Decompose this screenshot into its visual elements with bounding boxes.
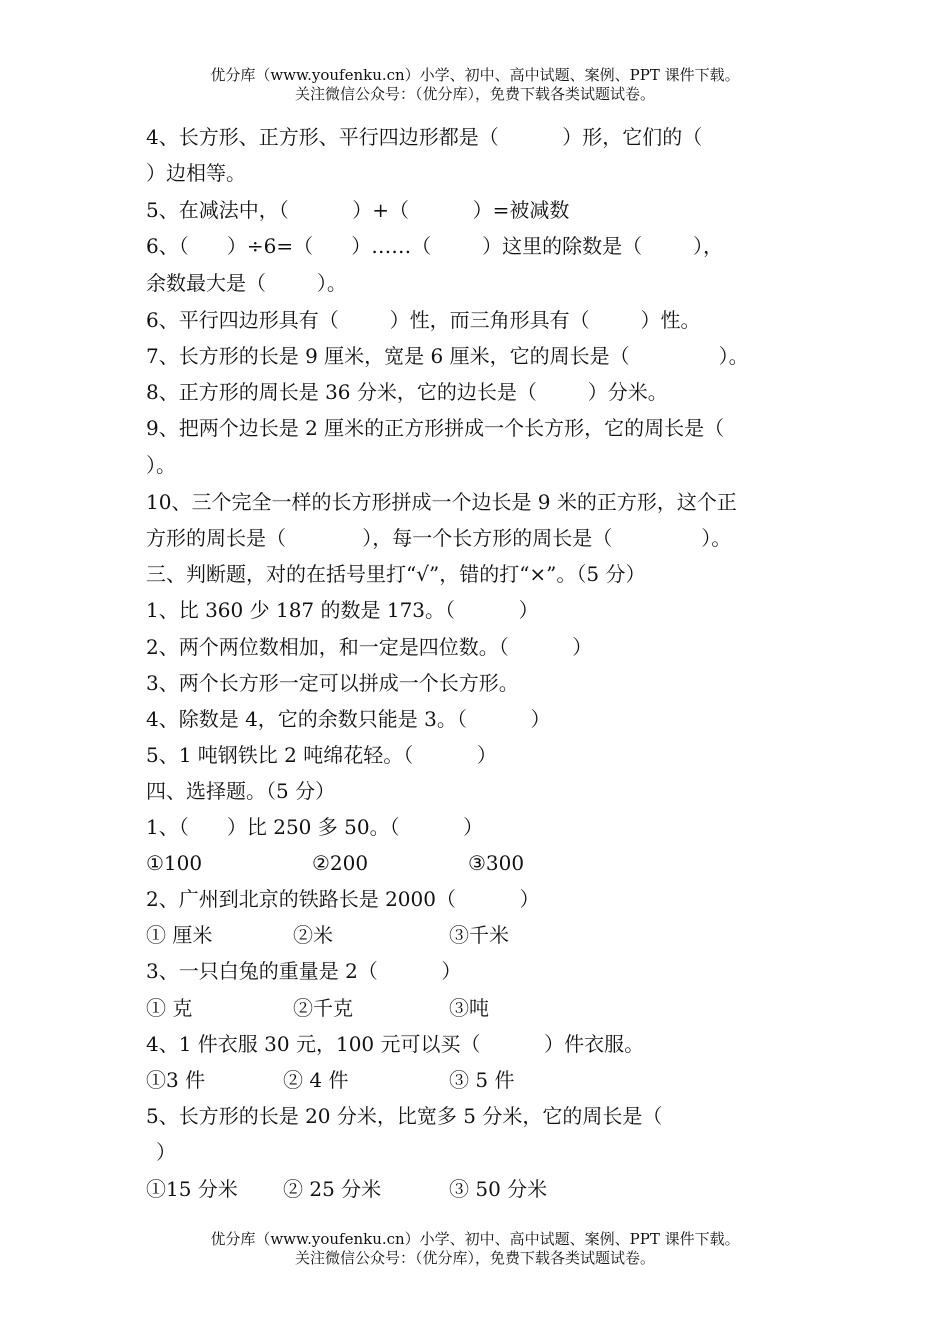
choice-5-option-2: ② 25 分米 xyxy=(283,1177,382,1201)
footer-line-1: 优分库（www.youfenku.cn）小学、初中、高中试题、案例、PPT 课件下载。 xyxy=(210,1230,740,1248)
judge-section-title: 三、判断题，对的在括号里打“√”，错的打“×”。（5 分） xyxy=(146,562,646,586)
choice-5-option-1: ①15 分米 xyxy=(146,1177,238,1201)
choice-4-option-1: ①3 件 xyxy=(146,1068,206,1092)
judge-item-4: 4、除数是 4，它的余数只能是 3。（ ） xyxy=(146,707,551,731)
question-9-line-2: ）。 xyxy=(146,453,176,477)
choice-4-option-3: ③ 5 件 xyxy=(449,1068,515,1092)
choice-question-3: 3、一只白兔的重量是 2（ ） xyxy=(146,959,462,983)
question-4-line-1: 4、长方形、正方形、平行四边形都是（ ）形，它们的（ xyxy=(146,125,703,149)
judge-item-2: 2、两个两位数相加，和一定是四位数。（ ） xyxy=(146,635,593,659)
choice-5-option-3: ③ 50 分米 xyxy=(449,1177,548,1201)
choice-question-5-line-1: 5、长方形的长是 20 分米，比宽多 5 分米，它的周长是（ xyxy=(146,1104,663,1128)
choice-2-option-3: ③千米 xyxy=(449,923,509,947)
choice-question-1: 1、（ ）比 250 多 50。（ ） xyxy=(146,815,484,839)
question-10-line-1: 10、三个完全一样的长方形拼成一个边长是 9 米的正方形，这个正 xyxy=(146,490,737,514)
header-line-2: 关注微信公众号：（优分库），免费下载各类试题试卷。 xyxy=(294,85,655,103)
question-9-line-1: 9、把两个边长是 2 厘米的正方形拼成一个长方形，它的周长是（ xyxy=(146,416,725,440)
question-8: 8、正方形的周长是 36 分米，它的边长是（ ）分米。 xyxy=(146,380,668,404)
question-6-line-1: 6、（ ）÷6=（ ）……（ ）这里的除数是（ ）， xyxy=(146,234,723,258)
judge-item-5: 5、1 吨钢铁比 2 吨绵花轻。（ ） xyxy=(146,743,497,767)
question-10-line-2: 方形的周长是（ ），每一个长方形的周长是（ ）。 xyxy=(146,526,732,550)
choice-question-4: 4、1 件衣服 30 元，100 元可以买（ ）件衣服。 xyxy=(146,1032,645,1056)
choice-question-5-line-2: ） xyxy=(156,1140,176,1164)
choice-1-option-2: ②200 xyxy=(312,851,369,875)
judge-item-3: 3、两个长方形一定可以拼成一个长方形。 xyxy=(146,671,519,695)
choice-2-option-2: ②米 xyxy=(293,923,333,947)
choice-4-option-2: ② 4 件 xyxy=(283,1068,349,1092)
footer-line-2: 关注微信公众号：（优分库），免费下载各类试题试卷。 xyxy=(294,1249,655,1267)
question-5: 5、在减法中，（ ）+（ ）=被减数 xyxy=(146,198,570,222)
choice-3-option-3: ③吨 xyxy=(449,996,489,1020)
question-6-parallelogram: 6、平行四边形具有（ ）性，而三角形具有（ ）性。 xyxy=(146,308,701,332)
header-line-1: 优分库（www.youfenku.cn）小学、初中、高中试题、案例、PPT 课件下载。 xyxy=(210,66,740,84)
choice-1-option-1: ①100 xyxy=(146,851,203,875)
question-6-line-2: 余数最大是（ ）。 xyxy=(146,271,347,295)
choice-2-option-1: ① 厘米 xyxy=(146,923,213,947)
choice-3-option-2: ②千克 xyxy=(293,996,353,1020)
choice-3-option-1: ① 克 xyxy=(146,996,193,1020)
judge-item-1: 1、比 360 少 187 的数是 173。（ ） xyxy=(146,598,539,622)
choice-question-2: 2、广州到北京的铁路长是 2000（ ） xyxy=(146,887,540,911)
choice-section-title: 四、选择题。（5 分） xyxy=(146,779,336,803)
choice-1-option-3: ③300 xyxy=(468,851,525,875)
question-7: 7、长方形的长是 9 厘米，宽是 6 厘米，它的周长是（ ）。 xyxy=(146,344,749,368)
question-4-line-2: ）边相等。 xyxy=(146,161,246,185)
